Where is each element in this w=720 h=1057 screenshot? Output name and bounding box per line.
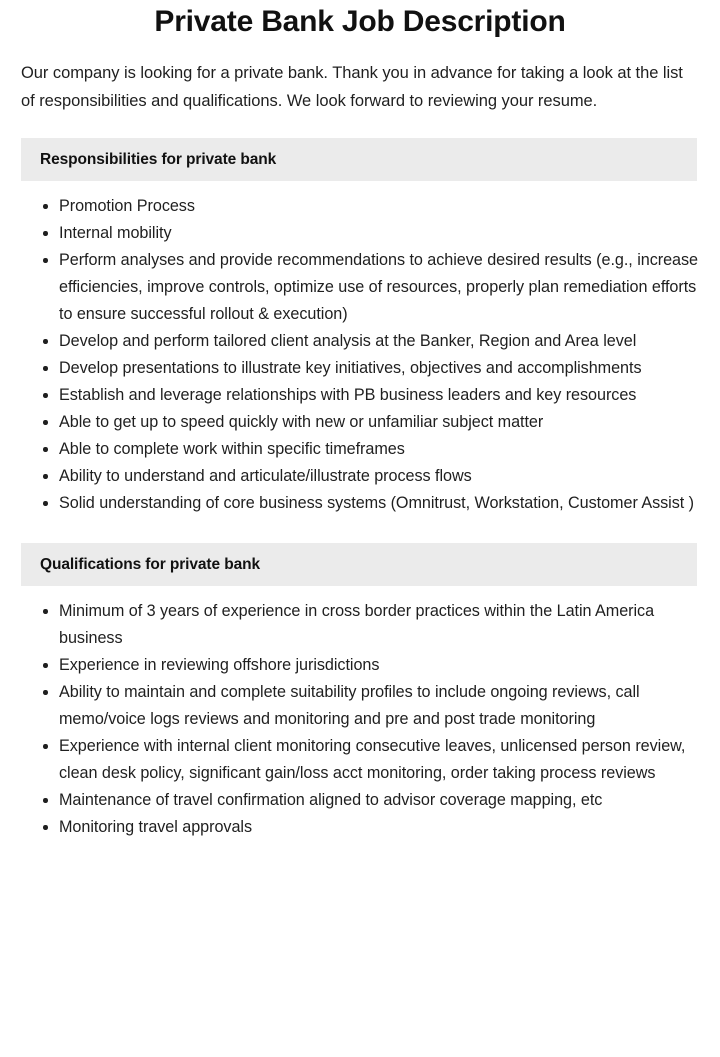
responsibilities-header-label: Responsibilities for private bank <box>40 150 277 168</box>
list-item: Maintenance of travel confirmation aligned to advisor coverage mapping, etc <box>21 787 699 814</box>
list-item: Perform analyses and provide recommendations to achieve desired results (e.g., increase efficiencies, improve controls, optimize use of resources, properly plan remediation efforts to ensure successful rollout & execution) <box>21 247 699 328</box>
list-item: Monitoring travel approvals <box>21 814 699 841</box>
list-item: Internal mobility <box>21 220 699 247</box>
list-item: Experience in reviewing offshore jurisdictions <box>21 652 699 679</box>
list-item: Minimum of 3 years of experience in cross border practices within the Latin America business <box>21 598 699 652</box>
list-item: Develop and perform tailored client analysis at the Banker, Region and Area level <box>21 328 699 355</box>
list-item: Experience with internal client monitoring consecutive leaves, unlicensed person review, clean desk policy, significant gain/loss acct monitoring, order taking process reviews <box>21 733 699 787</box>
list-item: Ability to understand and articulate/illustrate process flows <box>21 463 699 490</box>
list-item: Able to get up to speed quickly with new or unfamiliar subject matter <box>21 409 699 436</box>
list-item: Establish and leverage relationships with PB business leaders and key resources <box>21 382 699 409</box>
responsibilities-list <box>21 193 699 517</box>
qualifications-section <box>21 543 699 841</box>
list-item: Develop presentations to illustrate key initiatives, objectives and accomplishments <box>21 355 699 382</box>
responsibilities-section <box>21 138 699 517</box>
responsibilities-header <box>21 138 697 181</box>
list-item: Solid understanding of core business systems (Omnitrust, Workstation, Customer Assist ) <box>21 490 699 517</box>
qualifications-header-label: Qualifications for private bank <box>40 555 260 573</box>
list-item: Able to complete work within specific timeframes <box>21 436 699 463</box>
list-item: Ability to maintain and complete suitability profiles to include ongoing reviews, call memo/voice logs reviews and monitoring and pre and post trade monitoring <box>21 679 699 733</box>
qualifications-header <box>21 543 697 586</box>
intro-paragraph: Our company is looking for a private bank. Thank you in advance for taking a look at the list of responsibilities and qualifications. We look forward to reviewing your resume. <box>21 64 683 110</box>
list-item: Promotion Process <box>21 193 699 220</box>
qualifications-list <box>21 598 699 841</box>
page-title: Private Bank Job Description <box>154 5 566 38</box>
